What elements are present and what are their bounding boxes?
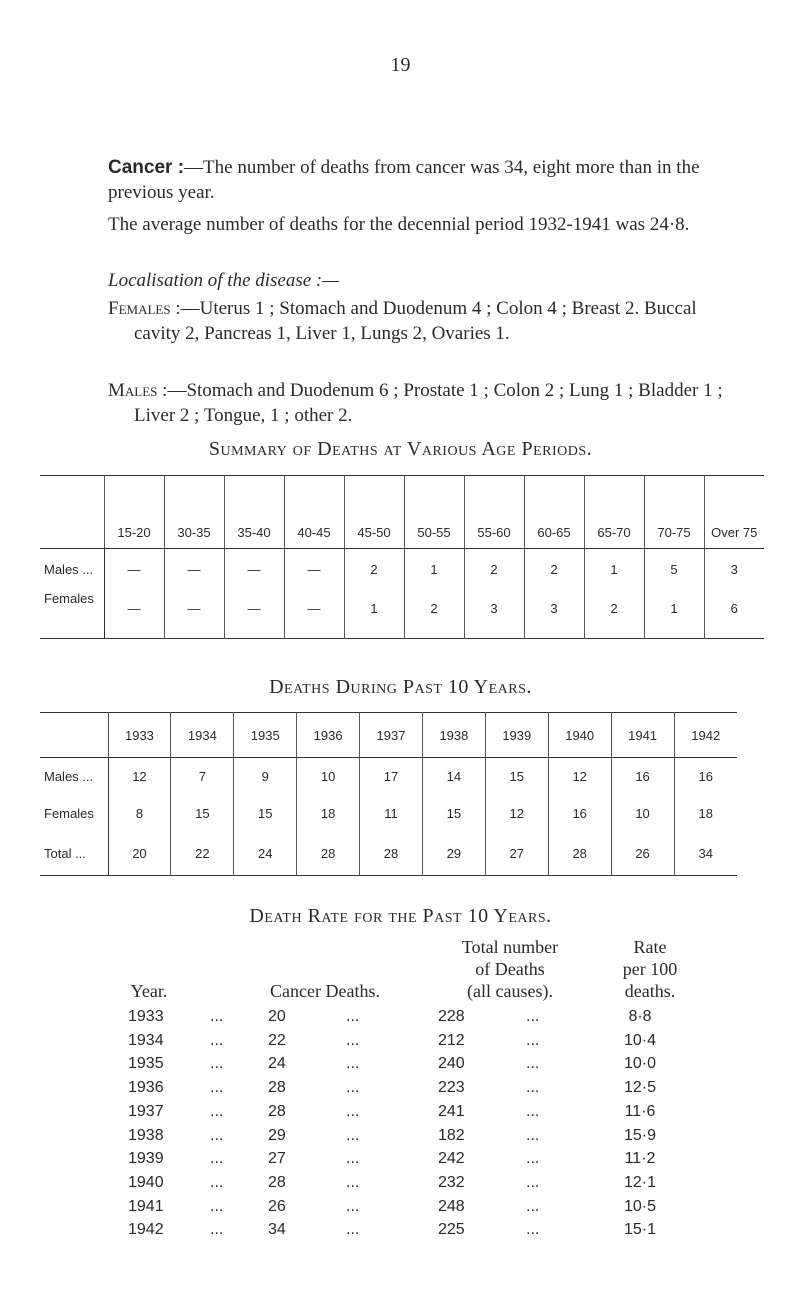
year-cell: 10 [611, 795, 674, 832]
header-total-line3: (all causes). [467, 981, 553, 1001]
rate-dots: ... [210, 1103, 224, 1120]
header-year: Year. [130, 981, 168, 1001]
rate-year: 1938 [128, 1127, 164, 1144]
rate-dots: ... [346, 1150, 360, 1167]
age-cell: 6 [704, 591, 764, 639]
rate-dots: ... [346, 1032, 360, 1049]
year-cell: 10 [297, 758, 360, 795]
year-cell: 20 [108, 832, 171, 876]
males-label: Males : [108, 380, 168, 401]
rate-total: 248 [438, 1198, 465, 1215]
header-rate-line3: deaths. [624, 981, 676, 1001]
age-column-header: 60-65 [524, 476, 584, 549]
rate-value: 15·9 [623, 1127, 657, 1144]
rate-dots: ... [210, 1079, 224, 1096]
year-cell: 16 [548, 795, 611, 832]
year-cell: 15 [171, 795, 234, 832]
age-cell: 3 [464, 591, 524, 639]
age-column-header: Over 75 [704, 476, 764, 549]
age-column-header: 70-75 [644, 476, 704, 549]
rate-total: 182 [438, 1127, 465, 1144]
year-cell: 28 [360, 832, 423, 876]
year-row-label: Females [44, 805, 94, 821]
year-cell: 26 [611, 832, 674, 876]
age-cell: 3 [704, 549, 764, 591]
rate-dots: ... [210, 1150, 224, 1167]
age-cell: — [104, 591, 164, 639]
age-cell: 2 [404, 591, 464, 639]
age-cell: 2 [524, 549, 584, 591]
rate-dots: ... [526, 1032, 540, 1049]
age-cell: — [224, 591, 284, 639]
rate-value: 10·0 [623, 1055, 657, 1072]
rate-value: 11·2 [624, 1150, 656, 1167]
rate-total: 242 [438, 1150, 465, 1167]
age-cell: — [164, 549, 224, 591]
rate-dots: ... [346, 1174, 360, 1191]
header-cancer-deaths: Cancer Deaths. [270, 981, 380, 1001]
year-column-header: 1938 [422, 713, 485, 758]
rate-dots: ... [526, 1079, 540, 1096]
rate-dots: ... [526, 1103, 540, 1120]
header-total-line2: of Deaths [475, 959, 545, 979]
age-header-row [40, 476, 764, 549]
year-column-header: 1935 [234, 713, 297, 758]
age-row-males [40, 549, 764, 591]
year-cell: 18 [297, 795, 360, 832]
year-cell: 28 [548, 832, 611, 876]
rate-dots: ... [210, 1055, 224, 1072]
rate-value: 12·5 [623, 1079, 657, 1096]
rate-year: 1934 [128, 1032, 164, 1049]
rate-dots: ... [346, 1127, 360, 1144]
males-text: —Stomach and Duodenum 6 ; Prostate 1 ; Colon 2 ; Lung 1 ; Bladder 1 ; Liver 2 ; Tongue, 1 ; other 2. [134, 380, 723, 426]
rate-total: 223 [438, 1079, 465, 1096]
year-row-males [40, 758, 737, 795]
year-cell: 34 [674, 832, 737, 876]
year-cell: 15 [422, 795, 485, 832]
rate-dots: ... [346, 1198, 360, 1215]
rate-dots: ... [346, 1008, 360, 1025]
year-column-header: 1933 [108, 713, 171, 758]
year-cell: 12 [108, 758, 171, 795]
page-number: 19 [390, 54, 411, 76]
age-cell: — [164, 591, 224, 639]
females-text: —Uterus 1 ; Stomach and Duodenum 4 ; Colon 4 ; Breast 2. Buccal cavity 2, Pancreas 1, Liver 1, Lungs 2, Ovaries 1. [134, 298, 697, 344]
rate-dots: ... [526, 1055, 540, 1072]
year-cell: 11 [360, 795, 423, 832]
year-cell: 17 [360, 758, 423, 795]
year-row-females [40, 795, 737, 832]
rate-total: 232 [438, 1174, 465, 1191]
rate-year: 1940 [128, 1174, 164, 1191]
rate-dots: ... [210, 1221, 224, 1238]
rate-cancer: 22 [268, 1032, 286, 1049]
year-header-row [40, 713, 737, 758]
rate-dots: ... [210, 1008, 224, 1025]
year-row-total [40, 832, 737, 876]
rate-value: 15·1 [623, 1221, 657, 1238]
year-column-header: 1941 [611, 713, 674, 758]
age-summary-table [40, 475, 764, 639]
rate-year: 1939 [128, 1150, 164, 1167]
age-cell: 1 [404, 549, 464, 591]
rate-year: 1935 [128, 1055, 164, 1072]
females-label: Females : [108, 298, 181, 319]
rate-total: 241 [438, 1103, 465, 1120]
cancer-label: Cancer : [108, 157, 185, 178]
ten-years-title: Deaths During Past 10 Years. [269, 676, 532, 698]
age-column-header: 55-60 [464, 476, 524, 549]
rate-cancer: 24 [268, 1055, 286, 1072]
age-cell: 3 [524, 591, 584, 639]
localisation-title: Localisation of the disease :— [108, 270, 340, 291]
rate-dots: ... [346, 1079, 360, 1096]
age-row-label: Males ... [44, 562, 94, 578]
age-cell: — [104, 549, 164, 591]
rate-cancer: 28 [268, 1079, 286, 1096]
rate-dots: ... [210, 1198, 224, 1215]
age-header-blank [40, 476, 104, 549]
rate-dots: ... [526, 1008, 540, 1025]
rate-value: 11·6 [624, 1103, 656, 1120]
average-paragraph: The average number of deaths for the decennial period 1932-1941 was 24·8. [108, 214, 690, 235]
rate-dots: ... [526, 1150, 540, 1167]
rate-dots: ... [210, 1032, 224, 1049]
year-cell: 15 [234, 795, 297, 832]
rate-year: 1933 [128, 1008, 164, 1025]
males-paragraph [108, 378, 728, 428]
year-cell: 18 [674, 795, 737, 832]
year-cell: 15 [485, 758, 548, 795]
death-rate-title: Death Rate for the Past 10 Years. [249, 905, 552, 927]
rate-dots: ... [526, 1127, 540, 1144]
rate-total: 228 [438, 1008, 465, 1025]
age-column-header: 15-20 [104, 476, 164, 549]
rate-value: 12·1 [623, 1174, 657, 1191]
rate-total: 212 [438, 1032, 465, 1049]
year-cell: 16 [674, 758, 737, 795]
year-cell: 12 [548, 758, 611, 795]
age-cell: 2 [464, 549, 524, 591]
age-column-header: 65-70 [584, 476, 644, 549]
rate-value: 10·4 [623, 1032, 657, 1049]
age-column-header: 35-40 [224, 476, 284, 549]
rate-dots: ... [526, 1221, 540, 1238]
rate-cancer: 28 [268, 1174, 286, 1191]
age-cell: 2 [584, 591, 644, 639]
year-column-header: 1942 [674, 713, 737, 758]
rate-year: 1941 [128, 1198, 164, 1215]
rate-total: 240 [438, 1055, 465, 1072]
year-cell: 28 [297, 832, 360, 876]
rate-total: 225 [438, 1221, 465, 1238]
year-cell: 29 [422, 832, 485, 876]
header-rate-line1: Rate [633, 937, 667, 957]
age-cell: 2 [344, 549, 404, 591]
rate-year: 1942 [128, 1221, 164, 1238]
rate-value: 8·8 [628, 1008, 652, 1025]
year-cell: 12 [485, 795, 548, 832]
age-cell: 1 [584, 549, 644, 591]
rate-dots: ... [526, 1198, 540, 1215]
year-cell: 9 [234, 758, 297, 795]
rate-cancer: 34 [268, 1221, 286, 1238]
rate-cancer: 29 [268, 1127, 286, 1144]
rate-year: 1936 [128, 1079, 164, 1096]
age-cell: 1 [644, 591, 704, 639]
age-row-label: Females [44, 590, 94, 606]
year-cell: 8 [108, 795, 171, 832]
rate-value: 10·5 [623, 1198, 657, 1215]
header-total-line1: Total number [461, 937, 559, 957]
age-column-header: 30-35 [164, 476, 224, 549]
females-paragraph [108, 296, 728, 346]
year-header-blank [40, 713, 108, 758]
rate-dots: ... [210, 1127, 224, 1144]
year-cell: 24 [234, 832, 297, 876]
rate-dots: ... [346, 1103, 360, 1120]
rate-cancer: 26 [268, 1198, 286, 1215]
ten-years-table [40, 712, 737, 876]
age-cell: 1 [344, 591, 404, 639]
age-cell: — [284, 549, 344, 591]
age-cell: 5 [644, 549, 704, 591]
age-column-header: 50-55 [404, 476, 464, 549]
age-cell: — [224, 549, 284, 591]
age-cell: — [284, 591, 344, 639]
year-column-header: 1936 [297, 713, 360, 758]
rate-dots: ... [346, 1055, 360, 1072]
year-cell: 14 [422, 758, 485, 795]
age-column-header: 40-45 [284, 476, 344, 549]
year-column-header: 1939 [485, 713, 548, 758]
rate-dots: ... [346, 1221, 360, 1238]
age-row-females [40, 591, 764, 639]
rate-dots: ... [210, 1174, 224, 1191]
rate-cancer: 28 [268, 1103, 286, 1120]
rate-cancer: 27 [268, 1150, 286, 1167]
rate-cancer: 20 [268, 1008, 286, 1025]
year-column-header: 1937 [360, 713, 423, 758]
year-column-header: 1934 [171, 713, 234, 758]
header-rate-line2: per 100 [622, 959, 678, 979]
year-cell: 22 [171, 832, 234, 876]
age-column-header: 45-50 [344, 476, 404, 549]
rate-dots: ... [526, 1174, 540, 1191]
cancer-text: —The number of deaths from cancer was 34, eight more than in the previous year. [108, 157, 700, 203]
year-cell: 27 [485, 832, 548, 876]
year-cell: 7 [171, 758, 234, 795]
year-column-header: 1940 [548, 713, 611, 758]
year-row-label: Males ... [44, 768, 94, 784]
rate-year: 1937 [128, 1103, 164, 1120]
year-row-label: Total ... [44, 845, 86, 861]
cancer-paragraph [108, 155, 728, 205]
year-cell: 16 [611, 758, 674, 795]
age-summary-title: Summary of Deaths at Various Age Periods. [208, 438, 593, 460]
